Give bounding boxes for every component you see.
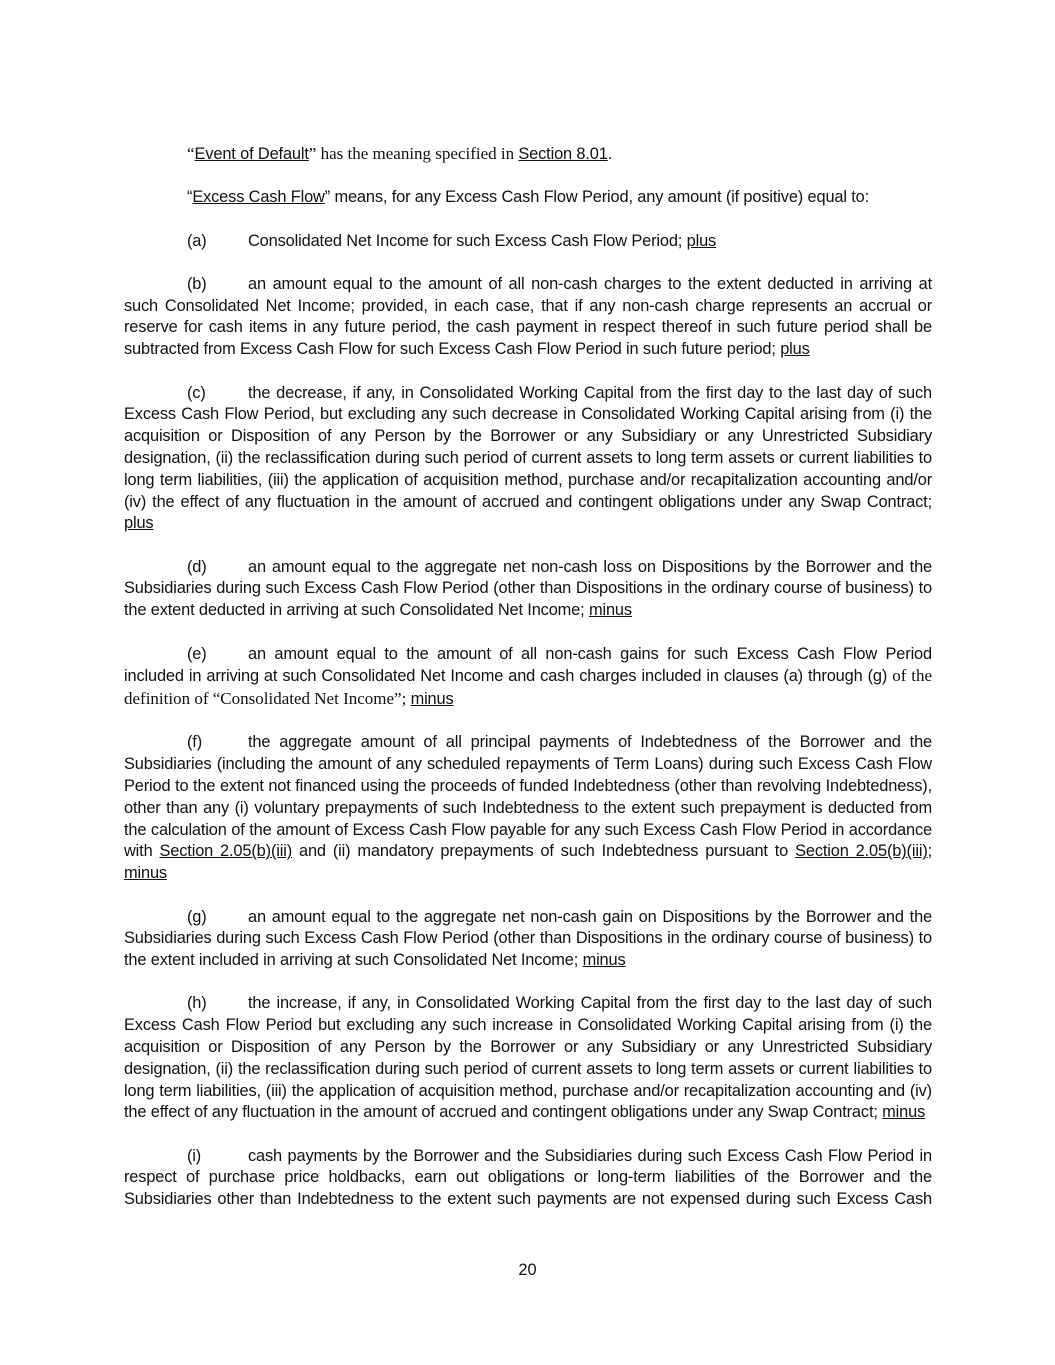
- conjunction: minus: [882, 1103, 926, 1122]
- conjunction: plus: [686, 231, 717, 250]
- clause-f: [124, 732, 932, 885]
- clause-label: (e): [187, 644, 207, 663]
- definition-event-of-default: [124, 143, 932, 166]
- conjunction: minus: [124, 864, 167, 883]
- clause-label: (b): [187, 274, 207, 293]
- clause-c: [124, 383, 932, 536]
- clause-text-serif: of the definition of “Consolidated Net Income”;: [124, 666, 933, 709]
- clause-text: the aggregate amount of all principal payments of Indebtedness of the Borrower and the Subsidiaries (including the amount of any scheduled repayments of Term Loans) during such Excess Cash Flow Period to the extent not financed using the proceeds of funded Indebtedness (other than revolving Indebtedness), other than any (i) voluntary prepayments of such Indebtedness to the extent such prepayment is deducted from the calculation of the amount of Excess Cash Flow payable for any such Excess Cash Flow Period in accordance with: [124, 733, 932, 861]
- clause-text: cash payments by the Borrower and the Subsidiaries during such Excess Cash Flow Period in respect of purchase price holdbacks, earn out obligations or long-term liabilities of the Borrower and the Subsidiaries other than Indebtedness to the extent such payments are not expensed during such Excess Cash: [124, 1146, 932, 1209]
- semicolon: ;: [927, 842, 933, 861]
- section-reference-2-05-b-iii: Section 2.05(b)(iii): [159, 842, 293, 861]
- clause-e: [124, 644, 932, 711]
- page-number: 20: [518, 1261, 537, 1279]
- conjunction: minus: [582, 951, 626, 970]
- clause-text: Consolidated Net Income for such Excess Cash Flow Period;: [248, 231, 687, 250]
- section-reference-8-01: Section 8.01: [518, 145, 608, 163]
- conjunction: plus: [124, 514, 154, 533]
- clause-text: the increase, if any, in Consolidated Working Capital from the first day to the last day of such Excess Cash Flow Period but excluding any such increase in Consolidated Working Capital arising from (i) the acquisition or Disposition of any Person by the Borrower or any Subsidiary or any Unrestricted Subsidiary designation, (ii) the reclassification during such period of current assets to long term assets or current liabilities to long term liabilities, (iii) the application of acquisition method, purchase and/or recapitalization accounting and (iv) the effect of any fluctuation in the amount of accrued and contingent obligations under any Swap Contract;: [124, 994, 932, 1122]
- definition-excess-cash-flow: [124, 187, 932, 209]
- clause-text: an amount equal to the aggregate net non-cash loss on Dispositions by the Borrower and the Subsidiaries during such Excess Cash Flow Period (other than Dispositions in the ordinary course of business) to the extent deducted in arriving at such Consolidated Net Income;: [124, 557, 932, 620]
- clause-label: (a): [187, 231, 207, 250]
- clause-label: (i): [187, 1146, 202, 1165]
- period: .: [607, 145, 613, 163]
- clause-label: (h): [187, 994, 207, 1013]
- open-quote: “: [187, 188, 193, 207]
- conjunction: minus: [410, 690, 454, 709]
- clause-h: [124, 993, 932, 1124]
- conjunction: minus: [588, 601, 632, 620]
- definition-text: ” has the meaning specified in: [308, 144, 519, 163]
- clause-text: an amount equal to the amount of all non-cash gains for such Excess Cash Flow Period included in arriving at such Consolidated Net Income and cash charges included in clauses (a) through (g): [124, 644, 932, 686]
- definition-text: ” means, for any Excess Cash Flow Period, any amount (if positive) equal to:: [324, 188, 870, 207]
- section-reference-2-05-b-iii-second: Section 2.05(b)(iii): [795, 842, 928, 861]
- clause-label: (g): [187, 907, 207, 926]
- document-page: [124, 143, 932, 1233]
- clause-i: [124, 1146, 932, 1211]
- clause-text: an amount equal to the amount of all non-cash charges to the extent deducted in arriving at such Consolidated Net Income; provided, in each case, that if any non-cash charge represents an accrual or reserve for cash items in any future period, the cash payment in respect thereof in such future period shall be subtracted from Excess Cash Flow for such Excess Cash Flow Period in such future period;: [124, 274, 932, 359]
- defined-term-excess-cash-flow: Excess Cash Flow: [192, 188, 325, 207]
- clause-d: [124, 557, 932, 622]
- clause-label: (c): [187, 383, 206, 402]
- clause-text: the decrease, if any, in Consolidated Working Capital from the first day to the last day of such Excess Cash Flow Period, but excluding any such decrease in Consolidated Working Capital arising from (i) the acquisition or Disposition of any Person by the Borrower or any Subsidiary or any Unrestricted Subsidiary designation, (ii) the reclassification during such period of current assets to long term assets or current liabilities to long term liabilities, (iii) the application of acquisition method, purchase and/or recapitalization accounting and/or (iv) the effect of any fluctuation in the amount of accrued and contingent obligations under any Swap Contract;: [124, 383, 932, 511]
- clause-a: [124, 231, 932, 253]
- clause-label: (d): [187, 557, 207, 576]
- clause-text-continued: and (ii) mandatory prepayments of such Indebtedness pursuant to: [292, 842, 796, 861]
- defined-term-event-of-default: Event of Default: [194, 145, 309, 163]
- clause-text: an amount equal to the aggregate net non-cash gain on Dispositions by the Borrower and the Subsidiaries during such Excess Cash Flow Period (other than Dispositions in the ordinary course of business) to the extent included in arriving at such Consolidated Net Income;: [124, 907, 932, 970]
- clause-g: [124, 907, 932, 972]
- conjunction: plus: [780, 340, 810, 359]
- open-quote: “: [187, 144, 195, 163]
- clause-label: (f): [187, 733, 203, 752]
- clause-b: [124, 274, 932, 361]
